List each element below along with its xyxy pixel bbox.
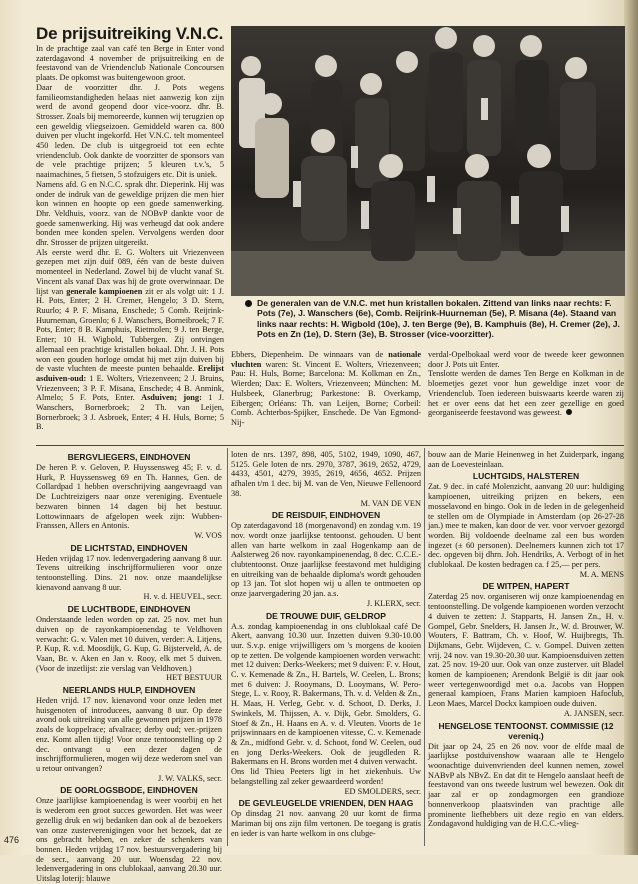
club-notice bbox=[231, 450, 421, 508]
club-notice bbox=[231, 510, 421, 608]
column-divider bbox=[227, 448, 228, 846]
club-notice bbox=[428, 471, 624, 579]
article-paragraph: In de prachtige zaal van café ten Berge in Enter vond zaterdagavond 4 november de prijsuitreiking en de feestavond van de Vriendenclub Nationale Concoursen plaats. De opkomst was buitengewoon groot. bbox=[36, 44, 224, 83]
article-paragraph: Als eerste werd dhr. E. G. Wolters uit Vriezenveen gezepen met zijn duif 089, één van de beste duiven momenteel in Nederland. Zowel bij de vlucht vanaf St. Vincent als vanaf Dax was hij de grote overwinnaar. De lijst van generale kampioenen zit er als volgt uit: 1 J. H. Pots, Enter; 2 H. Cremer, Hengelo; 3 D. Stern, Ruurlo; 4 P. F. Misana, Enschede; 5 Comb. Reijrink-Huurneman, Groenlo; 6 J. Wanschers, Borneibroek; 7 F. Pots, Enter; 8 B. Kamphuis, Rietmolen; 9 J. ten Berge, Enter; 10 H. Wigbold, Tubbergen. Zij ontvingen allemaal een prachtige kristallen bokaal. Dhr. J. H. Pots won een gouden horloge omdat hij met zijn duiven bij de vaste vluchten de meeste punten behaalde. Erelijst asduiven-oud: 1 E. Wolters, Vriezenveen; 2 J. Bruins, Vriezenveen; 3 P. F. Misana, Enschede; 4 B. Anmink, Almelo; 5 F. Pots, Enter. Asduiven; jong: 1 J. Wanschers, Bornerbroek; 2 Th. van Leijen, Bornerbroek; 3 J. Asbroek, Enter; 4 H. Huls, Borne; 5 B. bbox=[36, 247, 225, 432]
group-photo-illustration bbox=[231, 26, 625, 296]
club-notice-text: Op dinsdag 21 nov. aanvang 20 uur komt de firma Mariman bij ons zijn film vertonen. De toegang is gratis en ieder is van harte welkom in ons clubge- bbox=[231, 809, 421, 838]
club-notice-title: BERGVLIEGERS, EINDHOVEN bbox=[67, 452, 191, 462]
club-notice bbox=[231, 767, 421, 796]
club-notice-title: DE OORLOGSBODE, EINDHOVEN bbox=[60, 785, 198, 796]
club-notice-title: DE LICHTSTAD, EINDHOVEN bbox=[70, 542, 188, 553]
group-photo bbox=[231, 26, 625, 296]
club-notice-text: Op zaterdagavond 18 (morgenavond) en zondag v.m. 19 nov. wordt onze jaarlijkse tentoonst. gehouden. U bent allen van harte welkom in zaal Hogenkamp aan de Aalsterweg 26 nov. rayonkampioenendag, 8 dec. C.C.E.-clubtentoonst. Onze jaarlijkse feestavond met huldiging en uitreiking van de behaalde diploma's wordt gehouden op 13 jan. Tot slot hopen wij u allen te ontmoeten op onze jaarvergadering 20 jan. a.s. bbox=[231, 521, 421, 599]
section-divider bbox=[36, 445, 624, 446]
club-notice-text: Heden vrijd. 17 nov. kienavond voor onze leden met huisgenoten of introducees, aanvang 8 uur. Op deze avond ook uitreiking van alle gewonnen prijzen in 1978 zoals de koppelrace; afvalrace; derby oud; ver.-prijzen enz. Komt allen tijdig! Voor onze tentoonstelling op 2 dec. ontvangt u een dezer dagen de inschrijfformulieren, mogen wij deze wederom snel van u retour ontvangen? bbox=[36, 696, 222, 773]
club-notice bbox=[36, 452, 222, 541]
club-notice bbox=[36, 785, 222, 883]
club-notice-signature: J. W. VALKS, secr. bbox=[157, 773, 222, 783]
club-notice-title: DE REISDUIF, EINDHOVEN bbox=[271, 510, 381, 521]
club-notice-title: DE LUCHTBODE, EINDHOVEN bbox=[67, 604, 191, 615]
article-paragraph: Ebbers, Diepenheim. De winnaars van de nationale vluchten waren: St. Vincent E. Wolters, Vriezenveen; Pau: H. Huls, Borne; Barcelona: M. Kolkman en Zn., Wierden; Dax: E. Wolters, Vriezenveen; München: M. Hulsbeek, Glanerbrug; Parkestone: B. Overkamp, Eibergen; Orléans: Th. van Leijen, Borne; Corbeil: Comb. Achterbos-Spijker, Enschede. De Van Egmond-Nij- bbox=[231, 350, 422, 427]
article-paragraph: Daar de voorzitter dhr. J. Pots wegens familieomstandigheden helaas niet aanwezig kon zijn werd de avond geopend door vice-voorz. dhr. B. Strosser. Zoals bij memoreerde, kunnen wij terugzien op een geweldig vliegseizoen. Gemiddeld waren ca. 800 duiven per vlucht ingekorfd. Het V.N.C. telt momenteel 450 leden. De club is uitgegroeid tot een echte vriendenclub. Ook dankte de voorzitter de sponsors van de vele prachtige prijzen; 5 kleuren t.v.'s, 5 naaimachines, 5 fietsen, 5 stofzuigers etc. Dit is uniek. bbox=[36, 82, 224, 180]
club-notice bbox=[36, 543, 222, 603]
end-of-article-mark bbox=[566, 409, 572, 415]
caption-bullet bbox=[245, 300, 252, 307]
club-news-column-2 bbox=[231, 450, 421, 848]
club-notice bbox=[231, 798, 421, 838]
club-notice-title: LUCHTGIDS, HALSTEREN bbox=[472, 471, 580, 482]
club-news-column-1 bbox=[36, 450, 222, 884]
page-number: 476 bbox=[4, 835, 20, 845]
club-notice-text: Dit jaar op 24, 25 en 26 nov. voor de elfde maal de jaarlijkse postduivenshow waaraan alle te Hengelo woonachtige duivenvrienden deel kunnen nemen, zowel NABvP als NBvZ. En dat dit te Hengelo aanslaat heeft de feestavond van ons tweede lustrum wel bewezen. Ook dit jaar zal er op zondagmorgen een grandioze bonnenverkoop plaatsvinden van prachtige alle prominente liefhebbers uit deze regio en van elders. Zondagavond huldiging van de H.C.C.-vlieg- bbox=[428, 741, 624, 829]
club-notice bbox=[428, 721, 624, 829]
club-notice-text: Zaterdag 25 nov. organiseren wij onze kampioenendag en tentoonstelling. De volgende kampioenen worden verzocht 4 duiven te zetten: J. Stapparts, H. Jansen Zn., H. v. Gompel, Gebr. Snelders, H. Jansen Jr., W. d. Brouwer, W. Wouters, F. Battram, Ch. v. Hoof, W. Huijbregts, Th. Dijkmans, Gebr. Wijdeven, C. v. Gompel. Duiven zetten vrij. 24 nov. van 19.30-20.30 uur. Kampioensduiven zetten zat. 25 nov. 19-20 uur. Ook van onze zusterver. uit Bladel komen de kampioenen; Arendonk België is dit jaar ook weer vertegenwoordigd met o.a. Jacobs van Hoppen generaal kampioen, Frans Marien kampioen Hafoclub, Leon Maes, Marcel Dockx kampioen oude duiven. bbox=[428, 592, 624, 709]
article-paragraph: Tenslotte werden de dames Ten Berge en Kolkman in de bloemetjes gezet voor hun geweldige inzet voor de Vriendenclub. Toen iedereen buiswaarts keerde waren zij het er over eens dat het een zeer gezellige en goed georganiseerde feestavond was geweest. bbox=[428, 369, 624, 418]
club-notice-signature: ED SMOLDERS, secr. bbox=[344, 786, 421, 796]
club-notice-signature: J. KLERX, secr. bbox=[366, 598, 421, 608]
club-notice-signature: H. v. d. HEUVEL, secr. bbox=[143, 592, 222, 602]
article-headline: De prijsuitreiking V.N.C. bbox=[36, 24, 224, 43]
club-notice-title: HENGELOSE TENTOONST. COMMISSIE (12 vereniq.) bbox=[438, 720, 614, 741]
article-column-3 bbox=[428, 350, 624, 442]
photo-caption: De generalen van de V.N.C. met hun kristallen bokalen. Zittend van links naar rechts: F. Pots (7e), J. Wanschers (6e), Comb. Reijrink-Huurneman (5e), P. Misana (4e). Staand van links naar rechts: H. Wigbold (10e), J. ten Berge (9e), B. Kamphuis (8e), H. Cremer (2e), J. Pots en Zn (1e), D. Stern (3e), B. Strosser (vice-voorzitter). bbox=[257, 298, 625, 339]
club-notice-text: De heren P. v. Geloven, P. Huyssensweg 45; F. v. d. Hurk, P. Huyssensweg 69 en Th. Hannes, Gen. de Collardpad 1 hebben overschrijving aangevraagd van De Luchtreizigers naar onze vereniging. Eventuele bezwaren binnen 14 dagen bij het bestuur. Lottowinnaars de afgelopen week zijn: Wubben-Franssen, Allers en Antonis. bbox=[36, 463, 222, 531]
club-notice bbox=[231, 611, 421, 768]
club-notice-text: A.s. zondag kampioenendag in ons clublokaal café De Akert, aanvang 10.30 uur. Inzetten duiven 9.30-10.00 uur. S.v.p. enige vrijwilligers om 's morgens de kooien op te zetten. De volgende kampioenen worden verwacht: met 12 duiven: Derks-Weekers; met 9 duiven: F. v. Hout, C. v. Kemenade & Zn., H. Bartels, W. Ceelen, L. Brons; met 6 duiven: J. Rooymans, D. Looymans, W. Pero-Stege, L. v. Rooy, R. Bakermans, Th. v. d. Velden & Zn., H. Maas, H. Verleg, Gebr. v. d. Schoot, D. Derks, J. Swinkels, M. Thijssen, A. v. Dijk, Gebr. Smolders, G. Stoef & Zn., H. Haans en A. v. d. Vleuten. Voorts de 1e prijswinnaars en de kampioenen vitesse, C. v. Kemenade & Zn., midfond Gebr. v. d. Schoot, fond W. Ceelen, oud en jong Derks-Weekers. Ook de jeugdleden R. Bakermans en H. Brons worden met 4 duiven verwacht. bbox=[231, 621, 421, 767]
club-notice-text: Onderstaande leden worden op zat. 25 nov. met hun duiven op de rayonkampioenendag te Veldhoven verwacht: G. v. Valen met 10 duiven, verder: A. Litjens, P. Kup, R. v.d. Moosdijk, G. Kup, G. Bijsterveld, A. de Vaan, Br. v. Aken en Jan v. Rooy, elk met 5 duiven. (Voor de inzetlijst: zie verslag van Veldhoven.) bbox=[36, 615, 222, 673]
club-notice-text: Zat. 9 dec. in café Molenzicht, aanvang 20 uur: huldiging kampioenen, uitreiking prijzen en bekers, een mosselavond en bingo. Ook in de leden in de gelegenheid te stellen om de Olympiade in Amsterdam (op 26-27-28 jan.) mee te maken, kan door de ver. voor vervoer gezorgd worden. Bij voldoende deelname zal een bus worden ingezet (± 60 personen). Deelnemers kunnen zich tot 17 dec. opgeven bij dhrn. Joh. Hendriks, A. Verbogt of in het clublokaal. De kosten bedragen ca. f 25,— per pers. bbox=[428, 482, 624, 570]
article-column-2 bbox=[231, 350, 421, 442]
club-notice-signature: M. A. MENS bbox=[579, 569, 624, 579]
club-notice-signature: M. VAN DE VEN bbox=[360, 498, 421, 508]
club-notice-title: DE GEVLEUGELDE VRIENDEN, DEN HAAG bbox=[238, 798, 414, 809]
club-notice bbox=[428, 581, 624, 718]
column-divider bbox=[424, 448, 425, 846]
article-paragraph: verdal-Opelbokaal werd voor de tweede keer gewonnen door J. Pots uit Enter. bbox=[428, 350, 624, 369]
club-notice-signature: A. JANSEN, secr. bbox=[563, 708, 624, 718]
club-notice-signature: W. VOS bbox=[194, 530, 222, 540]
page-spine-shadow bbox=[624, 0, 638, 855]
club-notice-text: loten de nrs. 1397, 898, 405, 5102, 1949, 1090, 467, 5125. Gele loten de nrs. 2970, 3787, 3619, 2652, 4729, 4433, 4501, 4279, 3935, 2619, 4656, 4652. Prijzen afhalen t/m 1 dec. bij M. van de Ven, Nieuwe Fellenoord 38. bbox=[231, 450, 421, 498]
club-notice-text: Ons lid Thieu Peeters ligt in het ziekenhuis. Uw belangstelling zal zeker gewaardeerd worden! bbox=[231, 767, 421, 786]
club-notice-title: DE WITPEN, HAPERT bbox=[482, 581, 570, 592]
club-notice bbox=[36, 604, 222, 683]
club-notice-title: NEERLANDS HULP, EINDHOVEN bbox=[62, 685, 196, 696]
club-notice bbox=[36, 685, 222, 783]
club-notice-text: Heden vrijdag 17 nov. ledenvergadering aanvang 8 uur. Tevens uitreiking inschrijfformulieren voor onze tentoonstelling. Dins. 21 nov. onze maandelijkse kienavond aanvang 8 uur. bbox=[36, 553, 222, 592]
club-news-column-3 bbox=[428, 450, 624, 848]
club-notice-title: DE TROUWE DUIF, GELDROP bbox=[266, 610, 386, 621]
article-column-1 bbox=[36, 44, 224, 442]
club-notice-text: Onze jaarlijkse kampioenendag is weer voorbij en het is wederom een groot succes geworden. Het was weer gezellig druk en wij bedanken dan ook al de bezoekers van onze zusterverenigingen voor het bezoek, dat ze ons gebracht hebben, en zeker de schenkers van bonnen. Heden vrijdag 17 nov. bestuursvergadering bij de secr., aanvang 20 uur. Woensdag 22 nov. ledenvergadering in ons clublokaal, aanvang 20.30 uur. Uitslag loterij: blauwe bbox=[36, 796, 222, 884]
club-notice-text: bouw aan de Marie Heinenweg in het Zuiderpark, ingang aan de Loevesteinlaan. bbox=[428, 450, 624, 469]
article-paragraph: Namens afd. G en N.C.C. sprak dhr. Dieperink. Hij was onder de indruk van de geweldige prijzen die men hier kon winnen en hoopte op een goede samenwerking. Dhr. Veldhuis, voorz. van de NOBvP dankte voor de goede samenwerking. Hij was verheugd dat ook andere bonden mee konden spelen. Vervolgens werden door dhr. Strosser de prijzen uitgereikt. bbox=[36, 179, 224, 248]
club-notice-signature: HET BESTUUR bbox=[166, 673, 222, 683]
club-notice bbox=[428, 450, 624, 469]
